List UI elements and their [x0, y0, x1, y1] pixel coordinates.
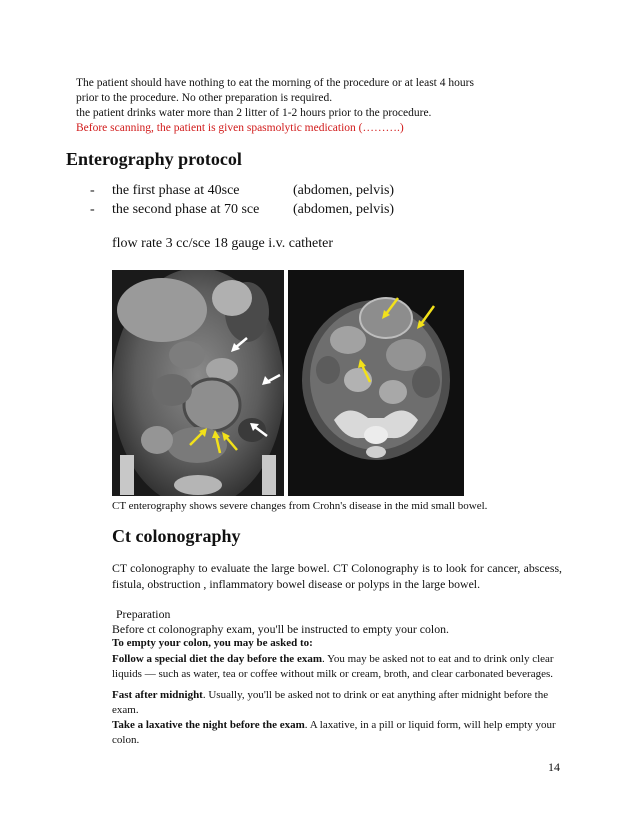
region-text: (abdomen, pelvis) — [293, 183, 395, 198]
flow-rate-line: flow rate 3 cc/sce 18 gauge i.v. catheter — [112, 236, 334, 251]
prep-line-4-red: Before scanning, the patient is given spasmolytic medication (……….) — [76, 122, 404, 134]
image-caption: CT enterography shows severe changes from Crohn's disease in the mid small bowel. — [112, 500, 488, 512]
laxative-text: . A laxative, in a pill or liquid form, will help empty your colon. — [112, 719, 556, 746]
prep-line-2: prior to the procedure. No other preparation is required. — [76, 92, 333, 104]
bullet-dash: - — [90, 202, 95, 217]
preparation-label: Preparation — [116, 607, 171, 621]
laxative-paragraph — [112, 718, 562, 748]
diet-paragraph — [112, 652, 562, 682]
enterography-heading: Enterography protocol — [66, 149, 242, 169]
phase-text: the second phase at 70 sce — [112, 202, 260, 217]
diet-text: . You may be asked not to eat and to drink only clear liquids — such as water, tea or coffee without milk or cream, broth, and clear carbonated beverages. — [112, 653, 554, 680]
bullet-first-phase — [90, 183, 395, 199]
preparation-text: Before ct colonography exam, you'll be instructed to empty your colon. — [112, 622, 449, 636]
fast-text: . Usually, you'll be asked not to drink or eat anything after midnight before the exam. — [112, 689, 549, 716]
page-number: 14 — [548, 760, 560, 774]
prep-line-1: The patient should have nothing to eat the morning of the procedure or at least 4 hours — [76, 77, 474, 89]
laxative-bold: Take a laxative the night before the exam — [112, 719, 305, 731]
ct-coronal-image — [112, 270, 284, 496]
empty-colon-label: To empty your colon, you may be asked to: — [112, 637, 313, 649]
region-text: (abdomen, pelvis) — [293, 202, 395, 217]
fast-paragraph — [112, 688, 562, 718]
colonography-heading: Ct colonography — [112, 526, 241, 546]
bullet-dash: - — [90, 183, 95, 198]
ct-axial-image — [288, 270, 464, 496]
phase-text: the first phase at 40sce — [112, 183, 240, 198]
bullet-second-phase — [90, 202, 395, 218]
colonography-intro: CT colonography to evaluate the large bowel. CT Colonography is to look for cancer, abscess, fistula, obstruction , inflammatory bowel disease or polyps in the large bowel. — [112, 561, 562, 591]
fast-bold: Fast after midnight — [112, 689, 203, 701]
prep-line-3: the patient drinks water more than 2 litter of 1-2 hours prior to the procedure. — [76, 107, 432, 119]
diet-bold: Follow a special diet the day before the exam — [112, 653, 322, 665]
